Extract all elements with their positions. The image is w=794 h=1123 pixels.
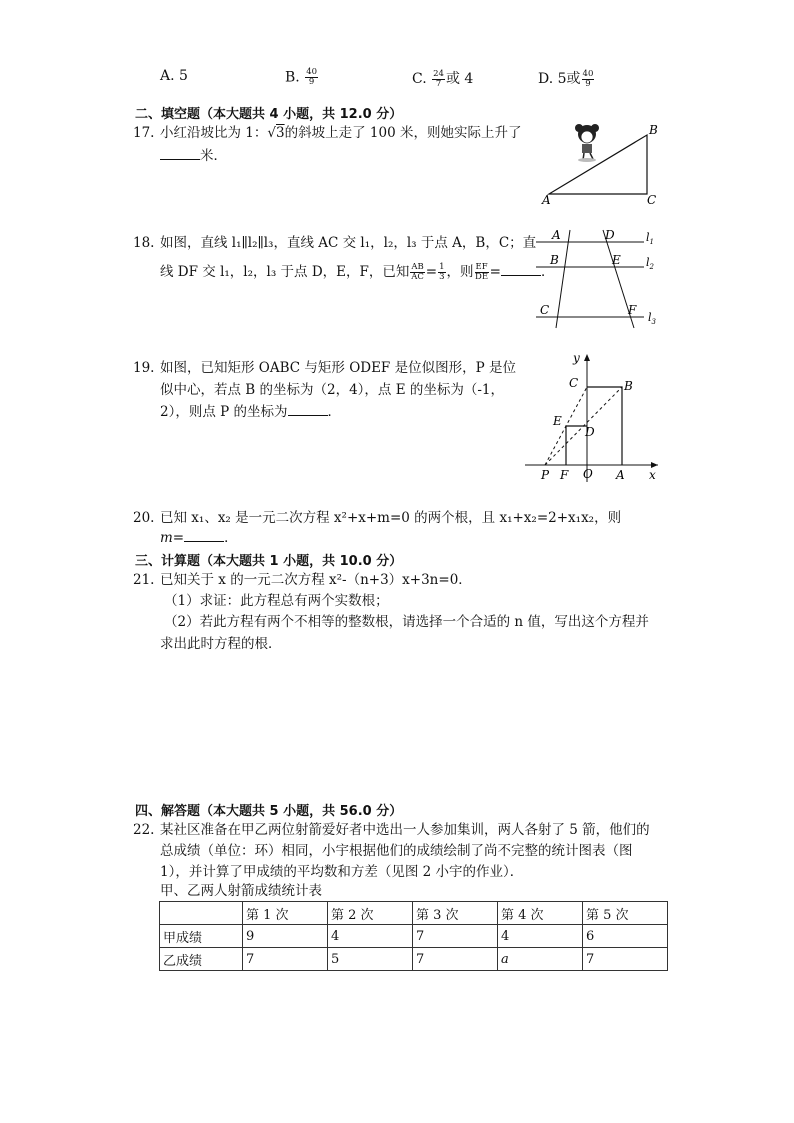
q17-slope-figure: [535, 118, 665, 208]
q19-label-e: E: [553, 414, 562, 428]
q19-line3: 2），则点 P 的坐标为 ．: [160, 404, 342, 420]
table-cell: 7: [413, 948, 498, 971]
q18-label-l2: $l_2$: [646, 256, 654, 271]
table-header-cell: 第 3 次: [413, 902, 498, 925]
table-cell: 4: [328, 925, 413, 948]
table-cell: 甲成绩: [160, 925, 243, 948]
table-row: [160, 948, 668, 971]
q19-line1: 如图，已知矩形 OABC 与矩形 ODEF 是位似图形，P 是位: [160, 360, 516, 376]
q22-number: 22.: [133, 822, 155, 838]
q20-line1: 已知 x₁、x₂ 是一元二次方程 x²+x+m=0 的两个根，且 x₁+x₂=2+x₁x₂，则: [160, 510, 622, 526]
table-cell: 7: [243, 948, 328, 971]
q19-label-f: F: [560, 468, 569, 482]
girl-cartoon-icon: [575, 124, 599, 162]
q17-label-a: A: [542, 193, 551, 207]
table-header-row: [160, 902, 668, 925]
q17-label-c: C: [647, 193, 657, 207]
q19-label-d: D: [585, 425, 595, 439]
q18-number: 18.: [133, 235, 155, 251]
choice-b: B. $\frac{40}{9}$: [285, 67, 318, 87]
table-header-cell: [160, 902, 243, 925]
q18-label-d: D: [605, 228, 615, 242]
table-header-cell: 第 5 次: [583, 902, 668, 925]
q21-part1: （1）求证：此方程总有两个实数根；: [164, 593, 389, 609]
table-cell: 7: [583, 948, 668, 971]
q17-number: 17.: [133, 125, 155, 141]
q17-answer-blank[interactable]: [160, 147, 200, 160]
table-cell: 4: [498, 925, 583, 948]
q21-line1: 已知关于 x 的一元二次方程 x²-（n+3）x+3n=0．: [160, 572, 472, 588]
q19-coordinate-figure: [525, 350, 665, 485]
q19-label-c: C: [569, 376, 579, 390]
q21-number: 21.: [133, 572, 155, 588]
section-fill-blank-title: 二、填空题（本大题共 4 小题，共 12.0 分）: [135, 107, 403, 122]
q22-table-title: 甲、乙两人射箭成绩统计表: [160, 883, 322, 899]
q18-label-c: C: [540, 303, 550, 317]
table-cell: 7: [413, 925, 498, 948]
q19-label-o: O: [583, 467, 593, 481]
q18-line1: 如图，直线 l₁∥l₂∥l₃，直线 AC 交 l₁，l₂，l₃ 于点 A，B，C；直: [160, 235, 537, 251]
q19-line2: 似中心，若点 B 的坐标为（2，4），点 E 的坐标为（-1，: [160, 382, 505, 398]
table-cell: 9: [243, 925, 328, 948]
table-row: [160, 925, 668, 948]
q19-label-p: P: [541, 468, 550, 482]
q17-line2: 米．: [160, 146, 227, 166]
table-cell: a: [498, 948, 583, 971]
q18-line2: 线 DF 交 l₁，l₂，l₃ 于点 D，E，F，已知 $\frac{AB}{AC}$ = $\frac{1}{3}$ ，则 $\frac{EF}{DE}$ = ．: [160, 262, 555, 282]
q19-label-x: x: [649, 468, 656, 482]
q20-line2: m= ．: [160, 530, 238, 546]
q18-label-l1: $l_1$: [646, 231, 654, 246]
table-header-cell: 第 1 次: [243, 902, 328, 925]
score-table: [159, 901, 668, 971]
q20-answer-blank[interactable]: [184, 529, 224, 542]
q18-label-a: A: [552, 228, 561, 242]
q18-parallel-lines-figure: [532, 224, 662, 334]
q18-label-l3: $l_3$: [648, 311, 656, 326]
table-header-cell: 第 4 次: [498, 902, 583, 925]
q22-line3: 1），并计算了甲成绩的平均数和方差（见图 2 小宇的作业）．: [160, 864, 524, 880]
q18-label-f: F: [628, 303, 637, 317]
choice-d: D. 5或 $\frac{40}{9}$: [538, 68, 594, 89]
table-cell: 乙成绩: [160, 948, 243, 971]
table-header-cell: 第 2 次: [328, 902, 413, 925]
q18-label-e: E: [612, 253, 621, 267]
q19-number: 19.: [133, 360, 155, 376]
section-answer-title: 四、解答题（本大题共 5 小题，共 56.0 分）: [135, 804, 403, 819]
choice-a: A. 5: [160, 68, 188, 84]
q19-label-y: y: [573, 351, 580, 365]
q22-line1: 某社区准备在甲乙两位射箭爱好者中选出一人参加集训，两人各射了 5 箭，他们的: [160, 822, 650, 838]
q21-part2a: （2）若此方程有两个不相等的整数根，请选择一个合适的 n 值，写出这个方程并: [164, 614, 649, 630]
q17-line1: 小红沿坡比为 1：√3的斜坡上走了 100 米，则她实际上升了: [160, 125, 522, 141]
q17-label-b: B: [649, 123, 658, 137]
q18-label-b: B: [550, 253, 559, 267]
q19-answer-blank[interactable]: [288, 403, 328, 416]
q19-label-b: B: [624, 379, 633, 393]
table-cell: 6: [583, 925, 668, 948]
q22-line2: 总成绩（单位：环）相同，小宇根据他们的成绩绘制了尚不完整的统计图表（图: [160, 843, 633, 859]
choice-c: C. $\frac{24}{7}$ 或 4: [412, 68, 474, 89]
q19-label-a: A: [616, 468, 625, 482]
q20-number: 20.: [133, 510, 155, 526]
section-calc-title: 三、计算题（本大题共 1 小题，共 10.0 分）: [135, 554, 403, 569]
q21-part2b: 求出此时方程的根．: [160, 636, 282, 652]
table-cell: 5: [328, 948, 413, 971]
